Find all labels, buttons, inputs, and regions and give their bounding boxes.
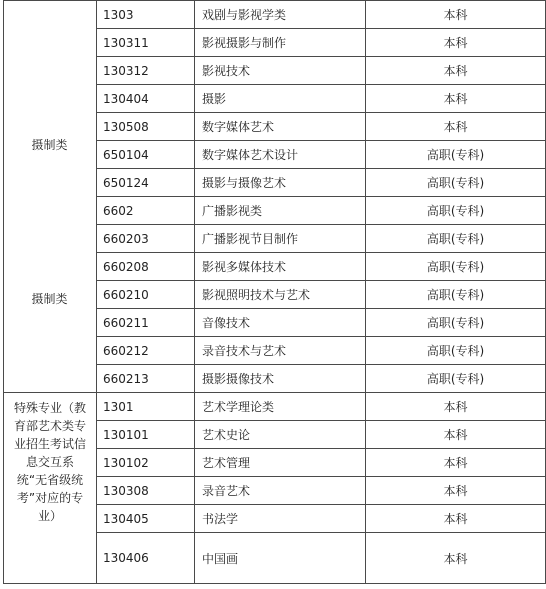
major-name: 录音艺术 <box>195 477 366 505</box>
major-code: 650124 <box>97 169 195 197</box>
category-label-line: 统“无省级统 <box>16 473 84 487</box>
category-label-line: 业招生考试信 <box>13 437 86 451</box>
education-level: 高职(专科) <box>366 365 546 393</box>
major-name: 数字媒体艺术 <box>195 113 366 141</box>
education-level: 本科 <box>366 57 546 85</box>
major-code: 130102 <box>97 449 195 477</box>
major-code: 650104 <box>97 141 195 169</box>
major-name: 音像技术 <box>195 309 366 337</box>
education-level: 高职(专科) <box>366 169 546 197</box>
education-level: 高职(专科) <box>366 281 546 309</box>
major-name: 艺术学理论类 <box>195 393 366 421</box>
major-name: 摄影与摄像艺术 <box>195 169 366 197</box>
education-level: 本科 <box>366 421 546 449</box>
major-code: 1303 <box>97 1 195 29</box>
major-name: 艺术史论 <box>195 421 366 449</box>
education-level: 高职(专科) <box>366 337 546 365</box>
category-label-line: 息交互系 <box>25 455 74 469</box>
category-cell-film <box>4 1 97 393</box>
major-code: 660213 <box>97 365 195 393</box>
major-code: 130404 <box>97 85 195 113</box>
education-level: 本科 <box>366 533 546 584</box>
major-code: 660211 <box>97 309 195 337</box>
education-level: 本科 <box>366 1 546 29</box>
education-level: 本科 <box>366 477 546 505</box>
major-name: 书法学 <box>195 505 366 533</box>
major-name: 摄影 <box>195 85 366 113</box>
major-code: 130312 <box>97 57 195 85</box>
education-level: 本科 <box>366 113 546 141</box>
major-name: 数字媒体艺术设计 <box>195 141 366 169</box>
major-name: 摄影摄像技术 <box>195 365 366 393</box>
major-code: 6602 <box>97 197 195 225</box>
major-code: 1301 <box>97 393 195 421</box>
category-label-line: 考”对应的专 <box>16 491 84 505</box>
education-level: 本科 <box>366 29 546 57</box>
major-code: 660208 <box>97 253 195 281</box>
category-label-2: 摄制类 <box>31 292 68 306</box>
category-label-line: 特殊专业（教 <box>13 401 86 415</box>
major-name: 录音技术与艺术 <box>195 337 366 365</box>
major-name: 影视技术 <box>195 57 366 85</box>
table-row <box>4 1 546 29</box>
education-level: 本科 <box>366 85 546 113</box>
education-level: 高职(专科) <box>366 309 546 337</box>
major-code: 660210 <box>97 281 195 309</box>
category-label-line: 业） <box>37 509 62 523</box>
major-name: 影视照明技术与艺术 <box>195 281 366 309</box>
major-name: 影视摄影与制作 <box>195 29 366 57</box>
major-code: 130405 <box>97 505 195 533</box>
category-cell-special <box>4 393 97 584</box>
major-name: 戏剧与影视学类 <box>195 1 366 29</box>
education-level: 本科 <box>366 505 546 533</box>
major-code: 130508 <box>97 113 195 141</box>
education-level: 高职(专科) <box>366 197 546 225</box>
education-level: 高职(专科) <box>366 141 546 169</box>
table-row <box>4 393 546 421</box>
category-label-line: 育部艺术类专 <box>13 419 86 433</box>
major-name: 影视多媒体技术 <box>195 253 366 281</box>
education-level: 本科 <box>366 393 546 421</box>
major-name: 中国画 <box>195 533 366 584</box>
major-code: 130311 <box>97 29 195 57</box>
major-name: 广播影视节目制作 <box>195 225 366 253</box>
major-code: 130101 <box>97 421 195 449</box>
major-code: 660203 <box>97 225 195 253</box>
education-level: 高职(专科) <box>366 253 546 281</box>
education-level: 高职(专科) <box>366 225 546 253</box>
major-code: 130308 <box>97 477 195 505</box>
major-code: 130406 <box>97 533 195 584</box>
major-code: 660212 <box>97 337 195 365</box>
education-level: 本科 <box>366 449 546 477</box>
major-name: 艺术管理 <box>195 449 366 477</box>
major-name: 广播影视类 <box>195 197 366 225</box>
category-label-1: 摄制类 <box>31 138 68 152</box>
